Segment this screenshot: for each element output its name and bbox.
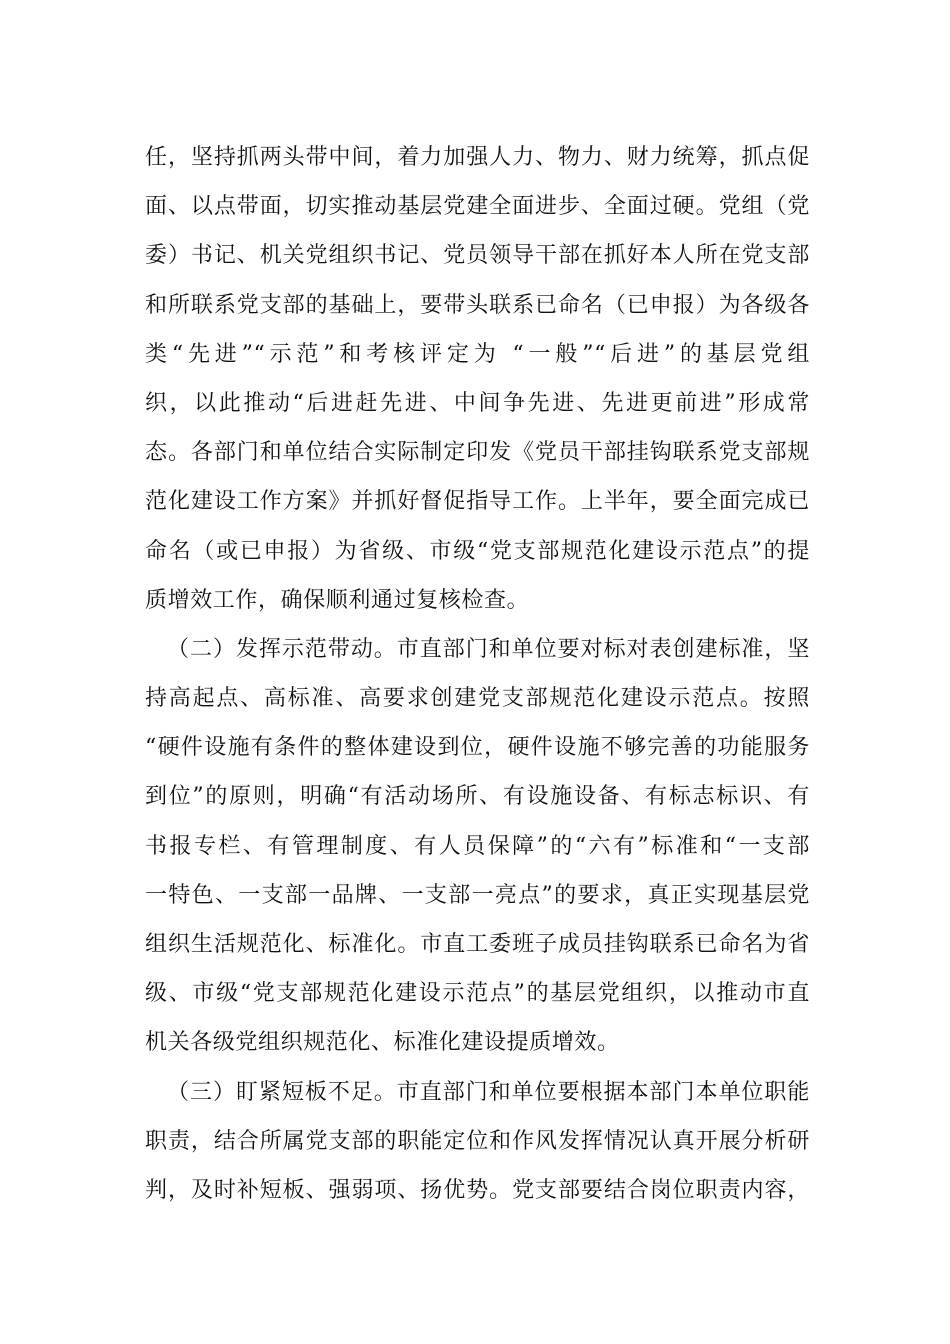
text-line: 类“先进”“示范”和考核评定为 “一般”“后进”的基层党组 [145,341,810,367]
text-line: 范化建设工作方案》并抓好督促指导工作。上半年，要全面完成已 [145,489,810,515]
text-line: 和所联系党支部的基础上，要带头联系已命名（已申报）为各级各 [145,292,810,318]
text-line: 持高起点、高标准、高要求创建党支部规范化建设示范点。按照 [145,686,810,712]
text-line: “硬件设施有条件的整体建设到位，硬件设施不够完善的功能服务 [145,735,810,761]
text-line: 职责，结合所属党支部的职能定位和作风发挥情况认真开展分析研 [145,1128,810,1154]
text-line: 面、以点带面，切实推动基层党建全面进步、全面过硬。党组（党 [145,194,810,220]
body-text [145,133,810,1215]
text-line: 委）书记、机关党组织书记、党员领导干部在抓好本人所在党支部 [145,243,810,269]
text-line: 质增效工作，确保顺利通过复核检查。 [145,587,530,613]
text-line: 态。各部门和单位结合实际制定印发《党员干部挂钩联系党支部规 [145,440,810,466]
text-line: 组织生活规范化、标准化。市直工委班子成员挂钩联系已命名为省 [145,932,810,957]
text-line: 机关各级党组织规范化、标准化建设提质增效。 [145,1030,620,1056]
text-line: 书报专栏、有管理制度、有人员保障”的“六有”标准和“一支部 [145,833,810,859]
text-line: 一特色、一支部一品牌、一支部一亮点”的要求，真正实现基层党 [145,882,810,908]
section-heading-line: （三）盯紧短板不足。市直部门和单位要根据本部门本单位职能 [167,1079,810,1105]
text-line: 判，及时补短板、强弱项、扬优势。党支部要结合岗位职责内容， [145,1177,810,1203]
text-line: 任，坚持抓两头带中间，着力加强人力、物力、财力统筹，抓点促 [145,145,810,170]
text-line: 级、市级“党支部规范化建设示范点”的基层党组织，以推动市直 [145,981,810,1007]
section-heading-line: （二）发挥示范带动。市直部门和单位要对标对表创建标准，坚 [167,636,810,662]
text-line: 命名（或已申报）为省级、市级“党支部规范化建设示范点”的提 [145,538,810,564]
text-line: 到位”的原则，明确“有活动场所、有设施设备、有标志标识、有 [145,784,810,810]
text-line: 织，以此推动“后进赶先进、中间争先进、先进更前进”形成常 [145,390,810,416]
